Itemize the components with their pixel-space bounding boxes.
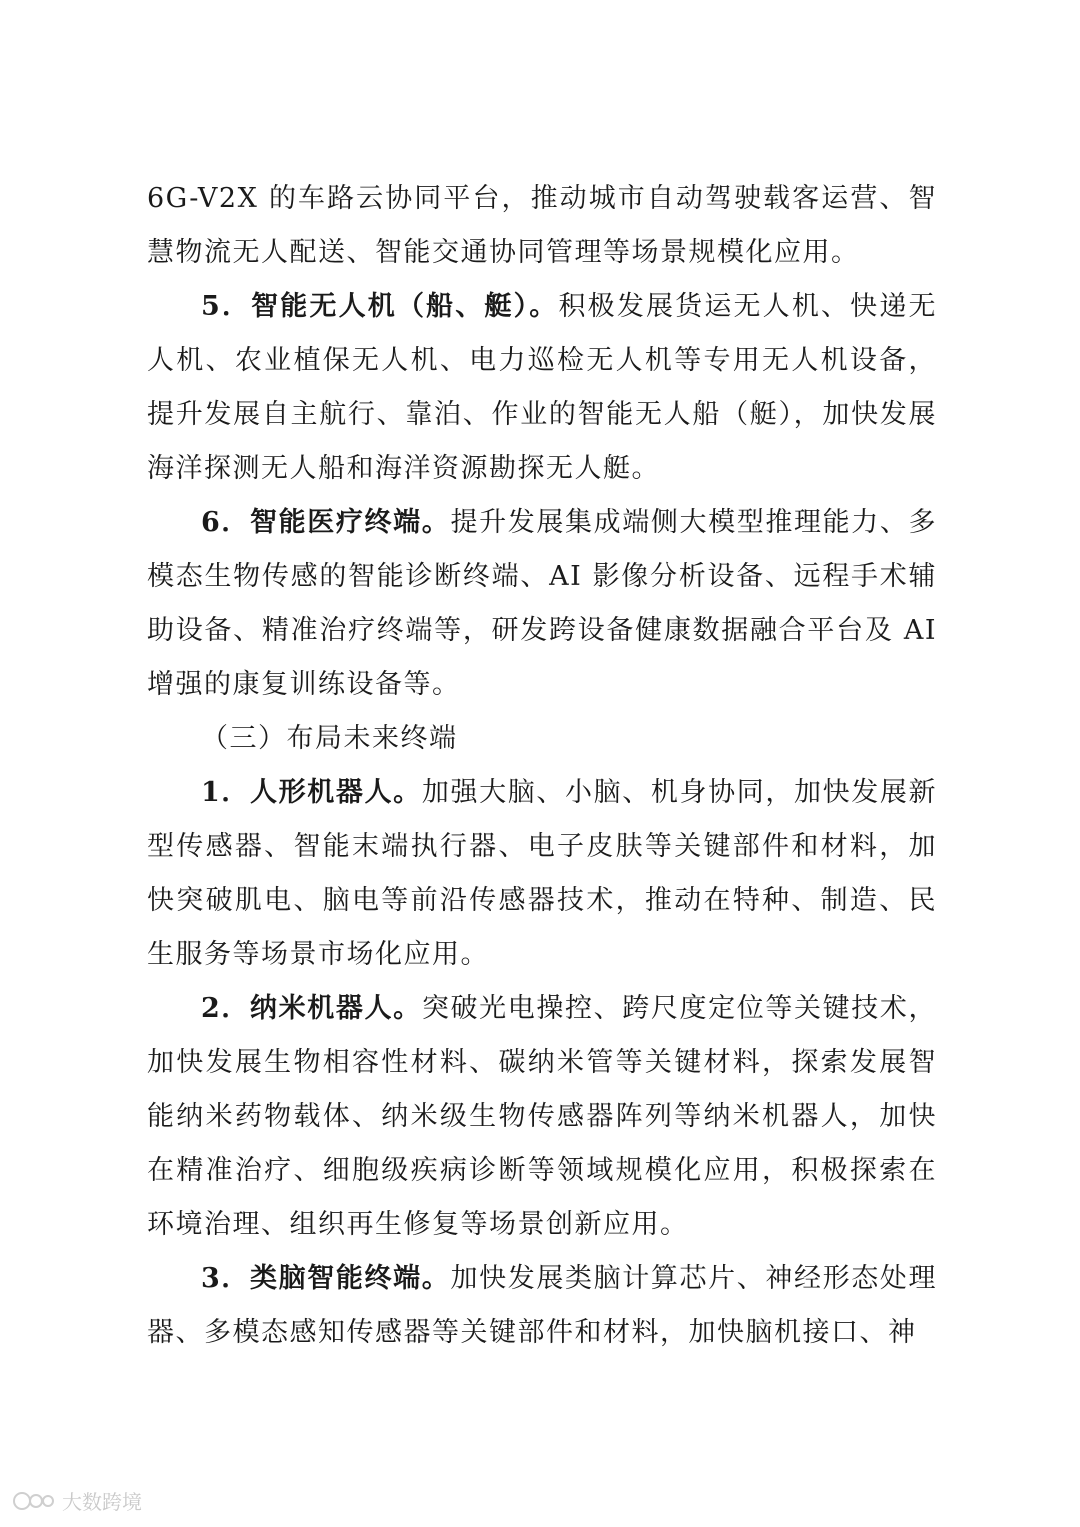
paragraph-drones bbox=[147, 280, 937, 496]
paragraph-lead: 3．类脑智能终端。 bbox=[201, 1263, 451, 1294]
paragraph-medical bbox=[147, 496, 937, 712]
paragraph-body: 加快发展类脑计算芯片、神经形态处理器、多模态感知传感器等关键部件和材料，加快脑机接口、神 bbox=[147, 1263, 938, 1348]
paragraph-body: 提升发展集成端侧大模型推理能力、多模态生物传感的智能诊断终端、AI 影像分析设备、远程手术辅助设备、精准治疗终端等，研发跨设备健康数据融合平台及 AI 增强的康复训练设备等。 bbox=[147, 507, 938, 700]
paragraph-lead: 6．智能医疗终端。 bbox=[201, 507, 451, 538]
paragraph-body: 突破光电操控、跨尺度定位等关键技术，加快发展生物相容性材料、碳纳米管等关键材料，探索发展智能纳米药物载体、纳米级生物传感器阵列等纳米机器人，加快在精准治疗、细胞级疾病诊断等领域规模化应用，积极探索在环境治理、组织再生修复等场景创新应用。 bbox=[147, 993, 937, 1240]
paragraph-brain bbox=[147, 1252, 937, 1360]
paragraph-body: 加强大脑、小脑、机身协同，加快发展新型传感器、智能末端执行器、电子皮肤等关键部件和材料，加快突破肌电、脑电等前沿传感器技术，推动在特种、制造、民生服务等场景市场化应用。 bbox=[147, 777, 937, 970]
paragraph-humanoid bbox=[147, 766, 937, 982]
section-heading: （三）布局未来终端 bbox=[201, 723, 458, 754]
paragraph-body: 6G-V2X 的车路云协同平台，推动城市自动驾驶载客运营、智慧物流无人配送、智能交通协同管理等场景规模化应用。 bbox=[147, 183, 937, 268]
paragraph-body: 积极发展货运无人机、快递无人机、农业植保无人机、电力巡检无人机等专用无人机设备，提升发展自主航行、靠泊、作业的智能无人船（艇），加快发展海洋探测无人船和海洋资源勘探无人艇。 bbox=[147, 291, 938, 484]
paragraph-nano bbox=[147, 982, 937, 1252]
paragraph-continuation bbox=[147, 172, 937, 280]
paragraph-lead: 2．纳米机器人。 bbox=[201, 993, 422, 1024]
watermark bbox=[12, 1486, 142, 1515]
camera-logo-icon bbox=[12, 1488, 56, 1514]
document-page bbox=[147, 172, 937, 1360]
paragraph-lead: 5．智能无人机（船、艇）。 bbox=[201, 291, 559, 322]
watermark-text: 大数跨境 bbox=[62, 1490, 142, 1514]
paragraph-lead: 1．人形机器人。 bbox=[201, 777, 422, 808]
